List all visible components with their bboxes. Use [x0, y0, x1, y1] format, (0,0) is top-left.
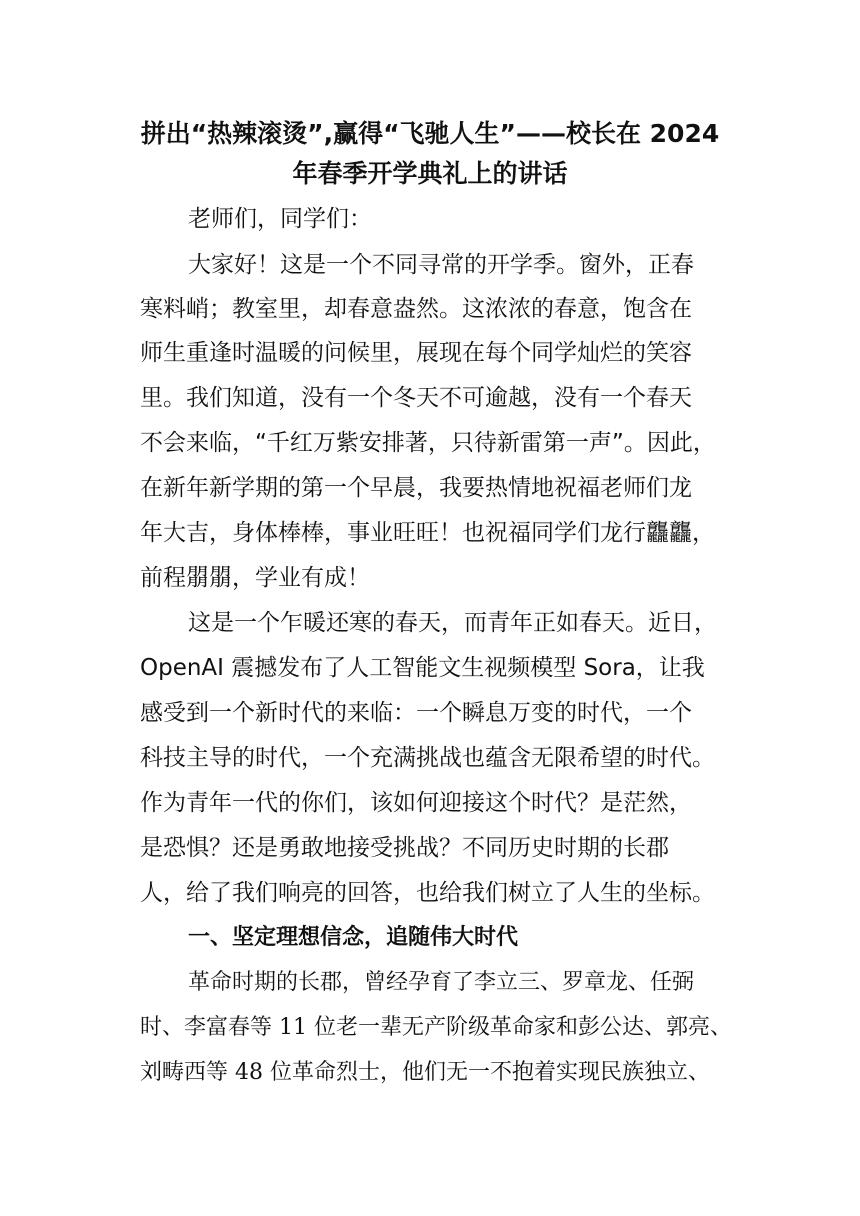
paragraph-1-line: 年大吉，身体棒棒，事业旺旺！也祝福同学们龙行龘龘，	[140, 520, 715, 546]
paragraph-1-line: 寒料峭；教室里，却春意盎然。这浓浓的春意，饱含在	[140, 296, 692, 322]
title-line-1: 拼出“热辣滚烫”,赢得“飞驰人生”——校长在 2024	[140, 119, 720, 148]
paragraph-1-line: 大家好！这是一个不同寻常的开学季。窗外，正春	[188, 252, 694, 278]
paragraph-3-line: 革命时期的长郡，曾经孕育了李立三、罗章龙、任弼	[188, 970, 695, 995]
title-line-2: 年春季开学典礼上的讲话	[292, 159, 568, 188]
paragraph-1-line: 不会来临，“千红万紫安排著，只待新雷第一声”。因此，	[140, 430, 716, 456]
paragraph-2-line: 人，给了我们响亮的回答，也给我们树立了人生的坐标。	[140, 880, 715, 906]
paragraph-2-line: 这是一个乍暖还寒的春天，而青年正如春天。近日，	[188, 610, 717, 636]
paragraph-2-line: 感受到一个新时代的来临：一个瞬息万变的时代，一个	[140, 700, 692, 726]
section-heading: 一、坚定理想信念，追随伟大时代	[188, 925, 519, 950]
paragraph-3-line: 时、李富春等 11 位老一辈无产阶级革命家和彭公达、郭亮、	[140, 1015, 732, 1040]
paragraph-1-line: 师生重逢时温暖的问候里，展现在每个同学灿烂的笑容	[140, 340, 692, 366]
paragraph-2-line: 是恐惧？还是勇敢地接受挑战？不同历史时期的长郡	[140, 835, 669, 861]
paragraph-3-line: 刘畴西等 48 位革命烈士，他们无一不抱着实现民族独立、	[140, 1060, 710, 1085]
paragraph-1-line: 在新年新学期的第一个早晨，我要热情地祝福老师们龙	[140, 475, 692, 501]
paragraph-1-line: 前程朤朤，学业有成！	[140, 565, 370, 591]
salutation: 老师们，同学们：	[188, 206, 372, 232]
paragraph-2-line: 科技主导的时代，一个充满挑战也蕴含无限希望的时代。	[140, 745, 715, 771]
paragraph-2-line: OpenAI 震撼发布了人工智能文生视频模型 Sora，让我	[140, 655, 705, 681]
paragraph-2-line: 作为青年一代的你们，该如何迎接这个时代？是茫然，	[140, 790, 692, 816]
paragraph-1-line: 里。我们知道，没有一个冬天不可逾越，没有一个春天	[140, 385, 692, 411]
